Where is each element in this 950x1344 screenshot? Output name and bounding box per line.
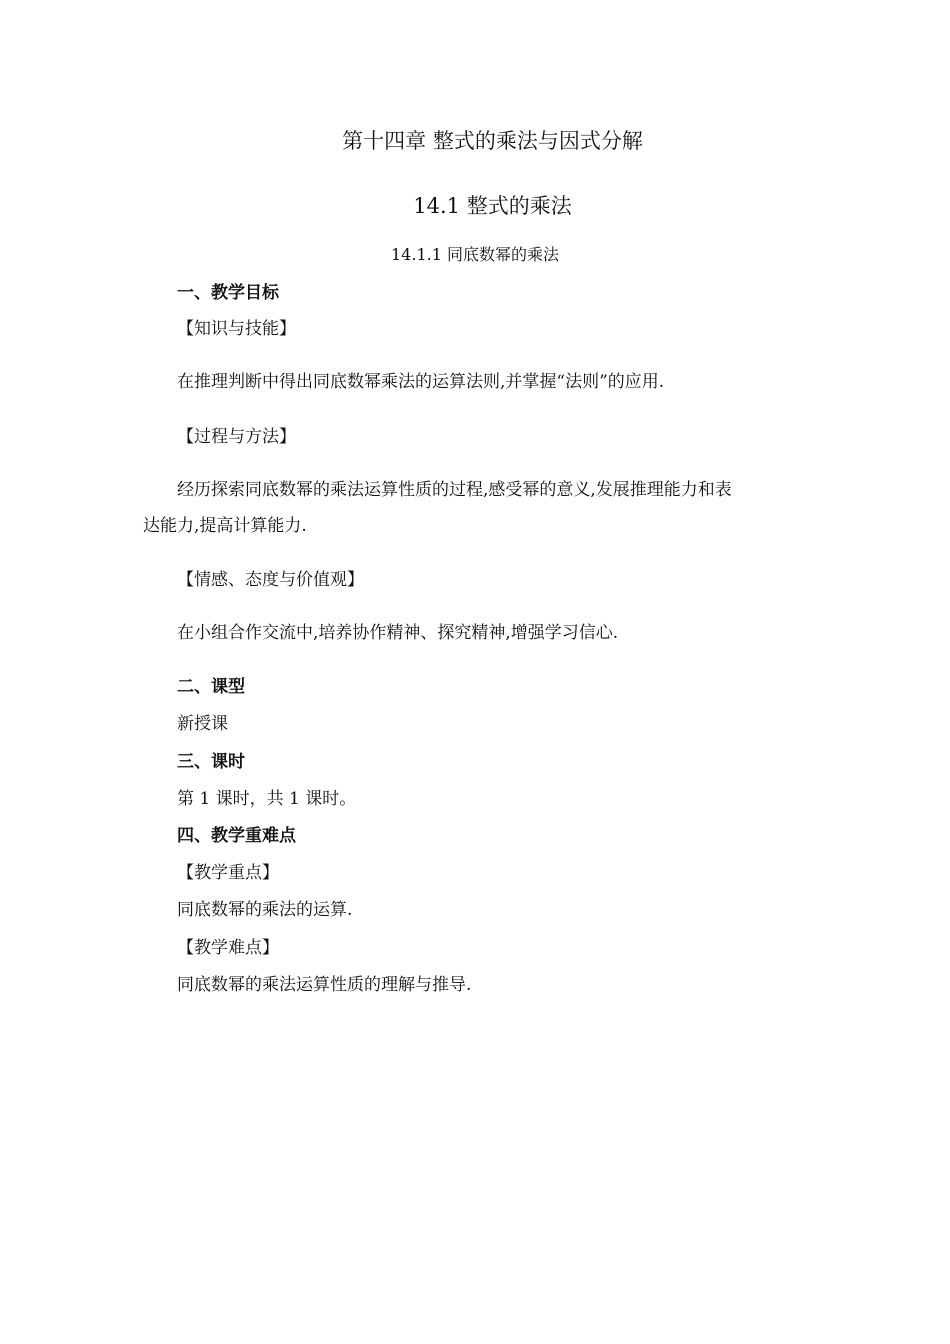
text-difficult-points: 同底数幂的乘法运算性质的理解与推导. (177, 975, 472, 995)
heading-teaching-objectives: 一、教学目标 (177, 283, 279, 303)
label-key-points: 【教学重点】 (177, 863, 279, 883)
text-lesson-type: 新授课 (177, 714, 228, 734)
paragraph-process-methods-line1: 经历探索同底数幂的乘法运算性质的过程,感受幂的意义,发展推理能力和表 (177, 480, 732, 500)
chapter-title: 第十四章 整式的乘法与因式分解 (342, 129, 643, 153)
text-key-points: 同底数幂的乘法的运算. (177, 900, 353, 920)
paragraph-process-methods-line2: 达能力,提高计算能力. (143, 516, 307, 536)
heading-key-difficult-points: 四、教学重难点 (177, 826, 296, 846)
label-process-methods: 【过程与方法】 (177, 427, 296, 447)
label-knowledge-skills: 【知识与技能】 (177, 319, 296, 339)
text-class-hours: 第 1 课时，共 1 课时。 (177, 789, 357, 809)
subsection-title: 14.1.1 同底数幂的乘法 (391, 245, 559, 264)
heading-class-hours: 三、课时 (177, 752, 245, 772)
paragraph-emotion-attitude-values: 在小组合作交流中,培养协作精神、探究精神,增强学习信心. (177, 623, 619, 643)
label-difficult-points: 【教学难点】 (177, 938, 279, 958)
label-emotion-attitude-values: 【情感、态度与价值观】 (177, 570, 364, 590)
paragraph-knowledge-skills: 在推理判断中得出同底数幂乘法的运算法则,并掌握“法则”的应用. (177, 372, 665, 392)
heading-lesson-type: 二、课型 (177, 677, 245, 697)
section-title: 14.1 整式的乘法 (413, 194, 572, 218)
